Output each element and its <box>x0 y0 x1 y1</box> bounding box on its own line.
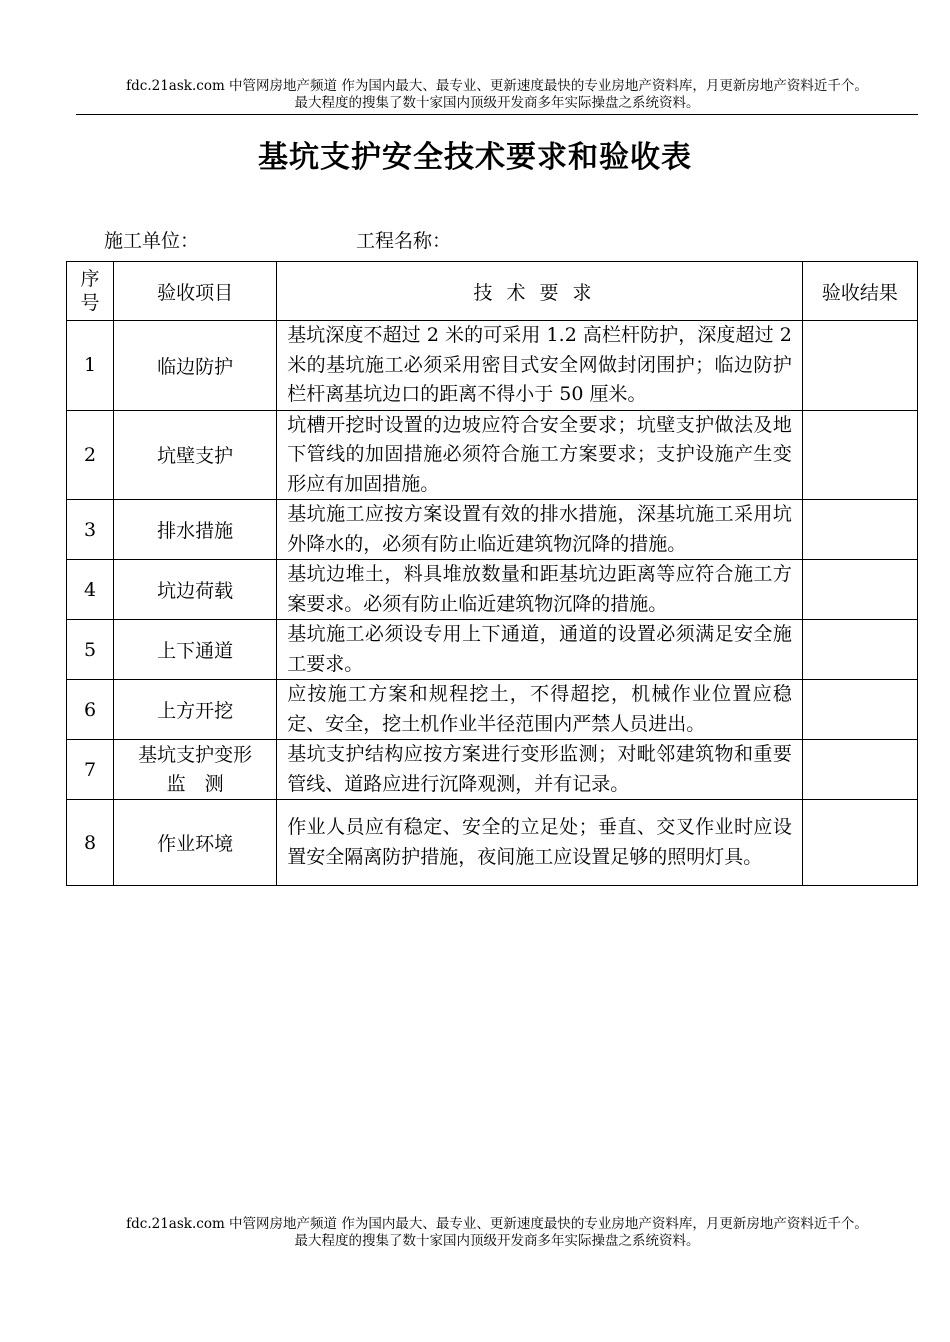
header-no-line-2: 号 <box>80 292 100 314</box>
requirement-text: 基坑施工应按方案设置有效的排水措施，深基坑施工采用坑外降水的，必须有防止临近建筑物沉降的措施。 <box>287 503 792 555</box>
row-item-line-1: 基坑支护变形 <box>138 743 253 766</box>
table-row <box>67 321 918 411</box>
row-requirement <box>277 410 803 500</box>
row-requirement <box>277 321 803 411</box>
row-requirement <box>277 500 803 560</box>
header-line-2: 最大程度的搜集了数十家国内顶级开发商多年实际操盘之系统资料。 <box>294 95 700 111</box>
page-header <box>76 78 918 112</box>
table-row <box>67 800 918 886</box>
footer-line-2: 最大程度的搜集了数十家国内顶级开发商多年实际操盘之系统资料。 <box>294 1233 700 1249</box>
row-requirement <box>277 680 803 740</box>
row-item: 上方开挖 <box>114 680 277 740</box>
row-item: 上下通道 <box>114 620 277 680</box>
document-title: 基坑支护安全技术要求和验收表 <box>258 140 692 175</box>
row-requirement <box>277 620 803 680</box>
row-requirement <box>277 800 803 886</box>
row-result[interactable] <box>802 321 917 411</box>
row-item: 作业环境 <box>114 800 277 886</box>
row-no: 6 <box>67 680 114 740</box>
requirement-text: 基坑施工必须设专用上下通道，通道的设置必须满足安全施工要求。 <box>287 623 792 675</box>
construction-unit-label: 施工单位： <box>104 230 200 252</box>
row-no: 5 <box>67 620 114 680</box>
header-no-line-1: 序 <box>80 268 100 290</box>
header-divider <box>76 114 918 115</box>
table-row <box>67 620 918 680</box>
row-no: 3 <box>67 500 114 560</box>
row-requirement <box>277 740 803 800</box>
row-item <box>114 740 277 800</box>
requirement-text: 基坑深度不超过 2 米的可采用 1.2 高栏杆防护，深度超过 2 米的基坑施工必须采用密目式安全网做封闭围护；临边防护栏杆离基坑边口的距离不得小于 50 厘米。 <box>287 324 792 405</box>
header-requirement: 技术要求 <box>277 262 803 321</box>
row-no: 7 <box>67 740 114 800</box>
row-result[interactable] <box>802 500 917 560</box>
header-line-1: fdc.21ask.com 中管网房地产频道 作为国内最大、最专业、更新速度最快的专业房地产资料库，月更新房地产资料近千个。 <box>126 78 868 94</box>
requirement-text: 基坑支护结构应按方案进行变形监测；对毗邻建筑物和重要管线、道路应进行沉降观测，并有记录。 <box>287 743 792 795</box>
requirement-text: 基坑边堆土，料具堆放数量和距基坑边距离等应符合施工方案要求。必须有防止临近建筑物沉降的措施。 <box>287 563 792 615</box>
row-no: 1 <box>67 321 114 411</box>
row-result[interactable] <box>802 800 917 886</box>
row-no: 8 <box>67 800 114 886</box>
requirement-text: 作业人员应有稳定、安全的立足处；垂直、交叉作业时应设置安全隔离防护措施，夜间施工应设置足够的照明灯具。 <box>287 816 792 868</box>
table-header-row <box>67 262 918 321</box>
table-row <box>67 740 918 800</box>
acceptance-table <box>66 261 918 886</box>
row-result[interactable] <box>802 560 917 620</box>
table-row <box>67 410 918 500</box>
requirement-text: 坑槽开挖时设置的边坡应符合安全要求；坑壁支护做法及地下管线的加固措施必须符合施工方案要求；支护设施产生变形应有加固措施。 <box>287 413 792 495</box>
requirement-text: 应按施工方案和规程挖土，不得超挖，机械作业位置应稳定、安全，挖土机作业半径范围内严禁人员进出。 <box>287 683 792 735</box>
row-item-line-2: 监 测 <box>166 772 224 795</box>
header-no <box>67 262 114 321</box>
row-no: 2 <box>67 410 114 500</box>
table-row <box>67 680 918 740</box>
table-row <box>67 500 918 560</box>
header-result: 验收结果 <box>802 262 917 321</box>
row-item: 排水措施 <box>114 500 277 560</box>
row-result[interactable] <box>802 740 917 800</box>
row-result[interactable] <box>802 680 917 740</box>
row-item: 坑壁支护 <box>114 410 277 500</box>
row-result[interactable] <box>802 620 917 680</box>
project-name-label: 工程名称： <box>356 230 452 252</box>
footer-line-1: fdc.21ask.com 中管网房地产频道 作为国内最大、最专业、更新速度最快的专业房地产资料库，月更新房地产资料近千个。 <box>126 1216 868 1232</box>
page-footer <box>76 1216 918 1250</box>
row-no: 4 <box>67 560 114 620</box>
row-result[interactable] <box>802 410 917 500</box>
row-item: 临边防护 <box>114 321 277 411</box>
row-requirement <box>277 560 803 620</box>
row-item: 坑边荷载 <box>114 560 277 620</box>
header-item: 验收项目 <box>114 262 277 321</box>
table-row <box>67 560 918 620</box>
